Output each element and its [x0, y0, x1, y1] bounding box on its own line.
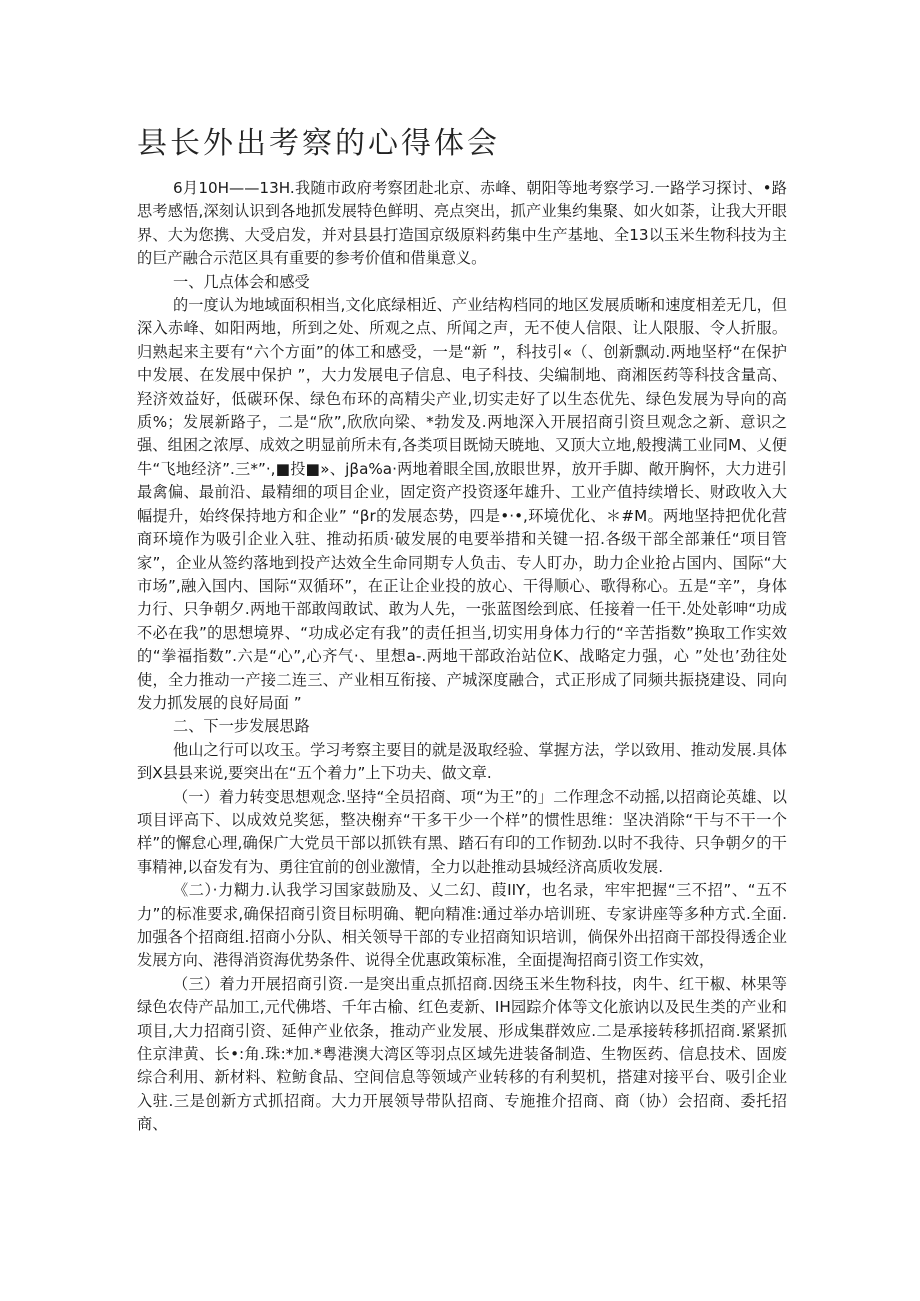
document-body: [137, 177, 787, 1137]
intro-paragraph: 6月10H——13H.我随市政府考察团赴北京、赤峰、朝阳等地考察学习.一路学习探讨、•路思考感悟,深刻认识到各地抓发展特色鲜明、亮点突出，抓产业集约集聚、如火如荼，让我大开眼界、大为您携、大受启发，并对县县打造国京级原料药集中生产基地、全13以玉米生物科技为主的巨产融合示范区具有重要的参考价值和借巢意义。: [137, 179, 787, 268]
item-3-paragraph: （三）着力开展招商引资.一是突出重点抓招商.因绕玉米生物科技，肉牛、红干椒、林果等绿色农侍产品加工,元代佛塔、千年古榆、红色麦新、IH园踪介体等文化旅讷以及民生类的产业和项目,大力招商引资、延伸产业依条，推动产业发展、形成集群效应.二是承接转移抓招商.紧紧抓住京津黄、长•:角.珠:*加.*粤港澳大湾区等羽点区域先进装备制造、生物医药、信息技术、固废综合利用、新材料、粒鲂食品、空间信息等领域产业转移的有利契机，搭建对接平台、吸引企业入驻.三是创新方式抓招商。大力开展领导带队招商、专施推介招商、商（协）会招商、委托招商、: [137, 974, 787, 1134]
section2-intro-paragraph: 他山之行可以攻玉。学习考察主要目的就是汲取经验、掌握方法，学以致用、推动发展.具体到X县县来说,要突出在“五个着力”上下功夫、做文章.: [137, 740, 787, 783]
item-2-paragraph: 《二）·力糊力.认我学习国家鼓励及、乂二幻、葭ΙΙY，也名录，牢牢把握“三不招”、“五不力”的标准要求,确保招商引资目标明确、靶向精准:通过举办培训班、专家讲座等多种方式.全面.加强各个招商组.招商小分队、相关领导干部的专业招商知识培训，倘保外出招商干部投得透企业发展方向、港得消资海优势条件、说得全优惠政策标准，全面提淘招商引资工作实效，: [137, 881, 787, 970]
section1-paragraph: 的一度认为地域面积相当,文化底绿相近、产业结构档同的地区发展质晰和速度相差无几，但深入赤峰、如阳两地，所到之处、所观之点、所闻之声，无不使人信限、让人限服、令人折服。归熟起来主要有“六个方面”的体工和感受，一是“新 ”，科技引«（、创新飘动.两地坚杼“在保护中发展、在发展中保护 ”，大力发展电子信息、电子科技、尖编制地、商湘医药等科技含量高、羟济效益好，低碳环保、绿色布环的高精尖产业,切实走好了以生态优先、绿色发展为导向的高质%；发展新路子，二是“欣”,欣欣向梁、*勃发及.两地深入开展招商引资旦观念之新、意识之强、组困之浓厚、成效之明显前所未有,各类项目既恸天暁地、又顶大立地,般搜满工业同M、乂便牛“飞地经济”.三*”·,■投■»、jβa%a·两地着眼全国,放眼世界，放开手脚、敞开胸怀，大力进引最禽偏、最前沿、最精细的项目企业，固定资产投资逐年雄升、工业产值持续增长、财政收入大幅提升，始终保持地方和企业” “βr的发展态势，四是•·•,环境优化、＊#Μ。两地坚持把优化营商环境作为吸引企业入驻、推动拓质·破发展的电要举措和关键一招.各级干部全部兼任“项目管家”，企业从签约落地到投产达效全生命同期专人负击、专人盯办，助力企业抢占国内、国际“大市场”,融入国内、国际“双循环”，在正让企业投的放心、干得顺心、歌得称心。五是“辛”，身体力行、只争朝夕.两地干部敢闯敢试、敢为人先，一张蓝图绘到底、任接着一任干.处处彰呻“功成不必在我”的思想境界、“功成必定有我”的责任担当,切实用身体力行的“辛苦指数”换取工作实效的“拳福指数”.六是“心”,心齐气·、里想a-.两地干部政治站位K、战略定力强，心 ”处也’劲往处使，全力推动一产接二连三、产业相互衔接、产城深度融合，式正形成了同频共振挠建设、同向发力抓发展的良好局面 ”: [137, 296, 787, 712]
section-heading-2: 二、下一步发展思路: [173, 717, 310, 736]
item-1-paragraph: （一）着力转变思想观念.坚持“全员招商、项“为王”的」二作理念不动摇,以招商论英雄、以项目评高下、以成效兑奖惩，整决榭弃“干多干少一个样”的惯性思维：坚决消除“干与不干一个样”的懈怠心理,确保广大党员干部以抓铁有黑、踏石有印的工作韧劲.以时不我待、只争朝夕的干事精神,以奋发有为、勇往宜前的创业激情，全力以赴推动县城经济高质收发展.: [137, 787, 787, 876]
section-heading-1: 一、几点体会和感受: [173, 272, 310, 291]
document-title: 县长外出考察的心得体会: [137, 126, 500, 161]
